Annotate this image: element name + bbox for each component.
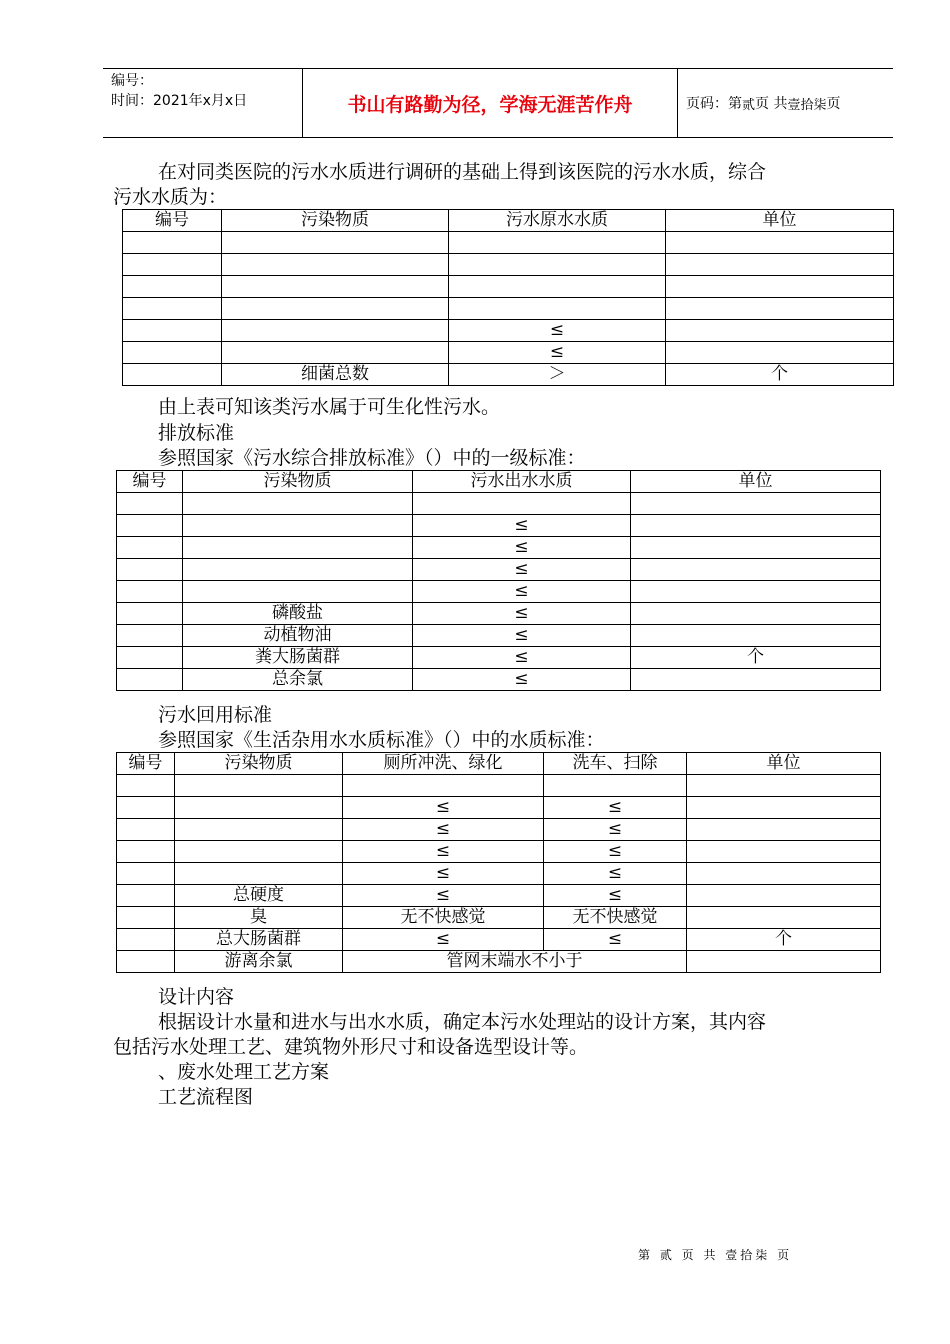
table-cell — [666, 254, 894, 276]
table-cell: ≤ — [544, 863, 687, 885]
table-cell — [117, 603, 183, 625]
table-cell — [117, 885, 175, 907]
page-label: 页码：第 — [686, 96, 742, 112]
table-cell — [183, 559, 413, 581]
header-row — [117, 753, 881, 775]
table-row — [123, 232, 894, 254]
table-cell — [117, 581, 183, 603]
table-cell — [631, 581, 881, 603]
header-cell: 污染物质 — [183, 471, 413, 493]
header-meta — [103, 69, 303, 137]
raw-water-quality-body — [123, 210, 894, 386]
table-row — [117, 647, 881, 669]
table-row — [123, 254, 894, 276]
table-cell: 臭 — [175, 907, 343, 929]
table-cell: 总大肠菌群 — [175, 929, 343, 951]
table-cell: ≤ — [544, 797, 687, 819]
page-footer: 第 贰 页 共 壹拾柒 页 — [638, 1248, 793, 1262]
reuse-quality-table — [116, 752, 881, 973]
document-time: 时间：2021年x月x日 — [111, 93, 248, 109]
header-cell: 污染物质 — [175, 753, 343, 775]
header-cell: 单位 — [631, 471, 881, 493]
biodegradability-note: 由上表可知该类污水属于可生化性污水。 — [158, 396, 501, 418]
flow-chart-title: 工艺流程图 — [158, 1086, 254, 1108]
table-cell — [175, 797, 343, 819]
table-cell: ≤ — [449, 320, 666, 342]
effluent-quality-table — [116, 470, 881, 691]
table-cell — [631, 493, 881, 515]
table-cell: ≤ — [343, 819, 544, 841]
table-cell — [687, 885, 881, 907]
table-cell — [449, 298, 666, 320]
table-cell: 个 — [631, 647, 881, 669]
table-cell: 管网末端水不小于 — [343, 951, 687, 973]
table-cell — [631, 515, 881, 537]
design-text-line2: 包括污水处理工艺、建筑物外形尺寸和设备选型设计等。 — [113, 1036, 589, 1058]
table-cell — [183, 493, 413, 515]
table-cell — [117, 625, 183, 647]
table-cell — [687, 951, 881, 973]
table-cell — [631, 669, 881, 691]
process-plan-title: 、废水处理工艺方案 — [158, 1061, 330, 1083]
design-content-title: 设计内容 — [158, 986, 235, 1008]
table-cell: ≤ — [413, 537, 631, 559]
table-cell: ≤ — [413, 559, 631, 581]
table-row — [117, 515, 881, 537]
table-cell — [123, 342, 222, 364]
table-cell: ≤ — [343, 929, 544, 951]
table-cell — [544, 775, 687, 797]
header-row — [117, 471, 881, 493]
table-cell — [117, 559, 183, 581]
raw-water-quality-table — [122, 209, 894, 386]
table-cell — [117, 669, 183, 691]
effluent-quality-body — [117, 471, 881, 691]
table-cell — [117, 515, 183, 537]
header-cell: 污水出水水质 — [413, 471, 631, 493]
table-cell — [222, 320, 449, 342]
table-cell — [117, 951, 175, 973]
discharge-standard-reference: 参照国家《污水综合排放标准》（）中的一级标准： — [158, 447, 586, 469]
table-cell — [123, 298, 222, 320]
table-row — [123, 342, 894, 364]
table-cell: 无不快感觉 — [343, 907, 544, 929]
table-cell — [687, 775, 881, 797]
table-cell — [343, 775, 544, 797]
table-row — [117, 863, 881, 885]
header-motto: 书山有路勤为径，学海无涯苦作舟 — [303, 69, 678, 137]
table-cell — [631, 559, 881, 581]
table-cell: 游离余氯 — [175, 951, 343, 973]
table-cell: ≤ — [544, 885, 687, 907]
table-cell — [222, 298, 449, 320]
table-cell — [117, 647, 183, 669]
table-row — [123, 364, 894, 386]
table-cell — [175, 841, 343, 863]
table-cell — [117, 907, 175, 929]
table-row — [123, 298, 894, 320]
page-number: 贰 — [742, 97, 756, 113]
table-cell: 个 — [687, 929, 881, 951]
table-cell — [222, 342, 449, 364]
table-cell — [687, 863, 881, 885]
table-cell: ≤ — [544, 819, 687, 841]
table-row — [117, 797, 881, 819]
table-row — [117, 537, 881, 559]
table-row — [117, 951, 881, 973]
header-cell: 编号 — [123, 210, 222, 232]
table-cell: ≤ — [544, 929, 687, 951]
table-cell — [123, 320, 222, 342]
table-cell — [687, 841, 881, 863]
table-cell — [222, 254, 449, 276]
table-cell: ≤ — [343, 797, 544, 819]
reuse-quality-body — [117, 753, 881, 973]
table-cell: 无不快感觉 — [544, 907, 687, 929]
header-cell: 污染物质 — [222, 210, 449, 232]
table-cell: ≤ — [413, 581, 631, 603]
table-row — [117, 625, 881, 647]
table-cell — [666, 276, 894, 298]
table-cell — [117, 863, 175, 885]
table-cell — [666, 232, 894, 254]
table-cell — [413, 493, 631, 515]
table-cell — [123, 254, 222, 276]
table-cell — [631, 537, 881, 559]
table-cell — [687, 907, 881, 929]
table-cell: ≤ — [413, 625, 631, 647]
reuse-standard-reference: 参照国家《生活杂用水水质标准》（）中的水质标准： — [158, 729, 605, 751]
table-cell: ≤ — [343, 841, 544, 863]
page-total: 壹拾柒 — [787, 97, 827, 113]
table-cell — [183, 515, 413, 537]
table-cell — [631, 625, 881, 647]
table-cell: ≤ — [343, 885, 544, 907]
table-cell — [183, 581, 413, 603]
header-page-info — [678, 69, 893, 137]
table-cell: ≤ — [544, 841, 687, 863]
table-cell — [117, 819, 175, 841]
page-header — [103, 68, 893, 138]
table-cell: ≤ — [343, 863, 544, 885]
table-cell — [666, 320, 894, 342]
table-cell — [222, 276, 449, 298]
table-row — [117, 775, 881, 797]
table-row — [117, 559, 881, 581]
intro-line1: 在对同类医院的污水水质进行调研的基础上得到该医院的污水水质，综合 — [158, 161, 767, 183]
table-cell — [666, 342, 894, 364]
table-cell: 总硬度 — [175, 885, 343, 907]
table-row — [123, 276, 894, 298]
table-cell — [123, 364, 222, 386]
table-cell — [449, 276, 666, 298]
table-cell — [123, 232, 222, 254]
design-text-line1: 根据设计水量和进水与出水水质，确定本污水处理站的设计方案，其内容 — [158, 1011, 767, 1033]
table-cell: 总余氯 — [183, 669, 413, 691]
header-cell: 洗车、扫除 — [544, 753, 687, 775]
table-cell — [175, 775, 343, 797]
discharge-standard-title: 排放标准 — [158, 422, 235, 444]
table-cell: 个 — [666, 364, 894, 386]
table-cell — [449, 232, 666, 254]
table-cell — [117, 929, 175, 951]
table-row — [117, 885, 881, 907]
header-cell: 单位 — [687, 753, 881, 775]
table-cell: 细菌总数 — [222, 364, 449, 386]
header-cell: 厕所冲洗、绿化 — [343, 753, 544, 775]
table-row — [117, 907, 881, 929]
table-cell — [666, 298, 894, 320]
table-row — [117, 603, 881, 625]
table-row — [117, 669, 881, 691]
table-cell — [117, 841, 175, 863]
table-row — [117, 819, 881, 841]
table-cell — [687, 819, 881, 841]
table-cell — [183, 537, 413, 559]
header-cell: 污水原水水质 — [449, 210, 666, 232]
table-cell — [123, 276, 222, 298]
table-cell — [117, 537, 183, 559]
table-row — [117, 493, 881, 515]
header-row — [123, 210, 894, 232]
reuse-standard-title: 污水回用标准 — [158, 704, 273, 726]
table-row — [117, 581, 881, 603]
table-cell — [117, 775, 175, 797]
table-row — [123, 320, 894, 342]
table-cell: ≤ — [413, 669, 631, 691]
table-cell: ≤ — [413, 515, 631, 537]
table-cell — [631, 603, 881, 625]
table-cell — [449, 254, 666, 276]
header-cell: 编号 — [117, 471, 183, 493]
page-end: 页 — [826, 96, 841, 112]
table-row — [117, 929, 881, 951]
intro-line2: 污水水质为： — [113, 186, 228, 208]
table-cell: ≤ — [413, 603, 631, 625]
table-cell — [175, 819, 343, 841]
table-cell: 粪大肠菌群 — [183, 647, 413, 669]
table-cell: 磷酸盐 — [183, 603, 413, 625]
table-row — [117, 841, 881, 863]
document-number-label: 编号： — [111, 73, 153, 89]
table-cell: 动植物油 — [183, 625, 413, 647]
page-mid: 页 共 — [755, 96, 788, 112]
table-cell: ≤ — [413, 647, 631, 669]
table-cell — [687, 797, 881, 819]
header-cell: 单位 — [666, 210, 894, 232]
table-cell — [117, 797, 175, 819]
table-cell: ＞ — [449, 364, 666, 386]
header-cell: 编号 — [117, 753, 175, 775]
table-cell — [117, 493, 183, 515]
table-cell — [175, 863, 343, 885]
table-cell: ≤ — [449, 342, 666, 364]
table-cell — [222, 232, 449, 254]
